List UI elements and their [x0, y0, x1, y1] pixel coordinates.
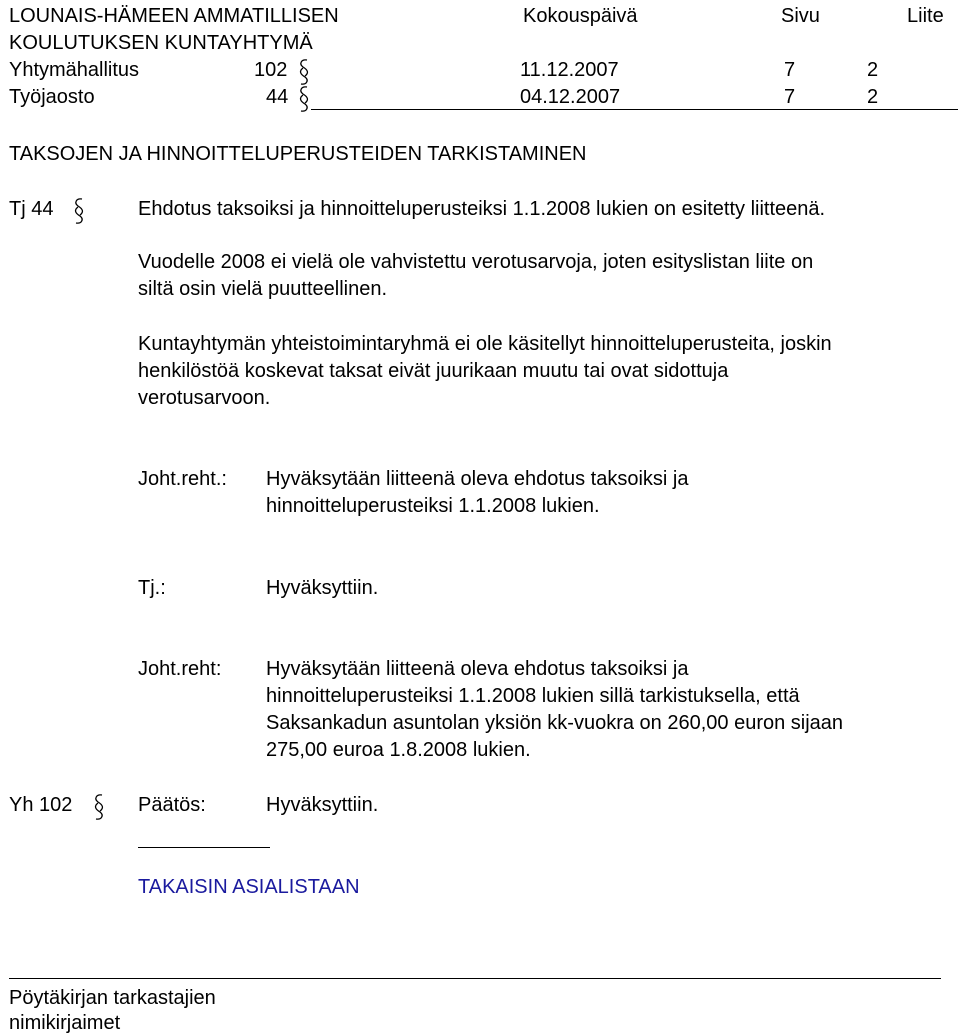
header-rule	[311, 109, 958, 110]
yh-proposal-line-4: 275,00 euroa 1.8.2008 lukien.	[266, 739, 531, 761]
section-sign-icon	[92, 793, 106, 821]
yh-proposal-line-1: Hyväksytään liitteenä oleva ehdotus taksoiksi ja	[266, 658, 689, 680]
tj-paragraph-1-line-1: Ehdotus taksoiksi ja hinnoitteluperusteiksi 1.1.2008 lukien on esitetty liitteenä.	[138, 198, 826, 220]
header-section-number: 44	[266, 86, 289, 108]
yh-proposal-line-3: Saksankadun asuntolan yksiön kk-vuokra on 260,00 euron sijaan	[266, 712, 844, 734]
header-attachment: 2	[867, 86, 879, 108]
org-name-line1: LOUNAIS-HÄMEEN AMMATILLISEN	[9, 5, 339, 27]
tj-paragraph-3-line-2: henkilöstöä koskevat taksat eivät juurikaan muutu tai ovat sidottuja	[138, 360, 729, 382]
tj-decision-text: Hyväksyttiin.	[266, 577, 379, 599]
yh-decision-label: Päätös:	[138, 794, 206, 816]
col-header-attachment: Liite	[907, 5, 944, 27]
tj-decision-label: Tj.:	[138, 577, 166, 599]
document-title: TAKSOJEN JA HINNOITTELUPERUSTEIDEN TARKISTAMINEN	[9, 143, 587, 165]
footer-line-2: nimikirjaimet	[9, 1012, 121, 1034]
tj-paragraph-3-line-1: Kuntayhtymän yhteistoimintaryhmä ei ole käsitellyt hinnoitteluperusteita, joskin	[138, 333, 832, 355]
col-header-page: Sivu	[781, 5, 820, 27]
yh-proposal-label: Joht.reht:	[138, 658, 222, 680]
header-body-name: Yhtymähallitus	[9, 59, 140, 81]
org-name-line2: KOULUTUKSEN KUNTAYHTYMÄ	[9, 32, 313, 54]
signature-rule	[138, 847, 270, 848]
yh-proposal-line-2: hinnoitteluperusteiksi 1.1.2008 lukien sillä tarkistuksella, että	[266, 685, 800, 707]
footer-line-1: Pöytäkirjan tarkastajien	[9, 987, 216, 1009]
section-sign-icon	[297, 85, 311, 113]
back-to-agenda-link[interactable]: TAKAISIN ASIALISTAAN	[138, 876, 360, 898]
section-sign-icon	[72, 197, 86, 225]
yh-decision-text: Hyväksyttiin.	[266, 794, 379, 816]
tj-paragraph-2-line-1: Vuodelle 2008 ei vielä ole vahvistettu verotusarvoja, joten esityslistan liite on	[138, 251, 814, 273]
footer-rule	[9, 978, 941, 979]
tj-proposal-line-1: Hyväksytään liitteenä oleva ehdotus taksoiksi ja	[266, 468, 689, 490]
tj-proposal-line-2: hinnoitteluperusteiksi 1.1.2008 lukien.	[266, 495, 600, 517]
header-page: 7	[784, 86, 796, 108]
header-section-number: 102	[254, 59, 288, 81]
tj-paragraph-3-line-3: verotusarvoon.	[138, 387, 271, 409]
header-body-name: Työjaosto	[9, 86, 95, 108]
header-date: 04.12.2007	[520, 86, 621, 108]
tj-proposal-label: Joht.reht.:	[138, 468, 227, 490]
header-attachment: 2	[867, 59, 879, 81]
section-sign-icon	[297, 58, 311, 86]
yh-section-label: Yh 102	[9, 794, 73, 816]
col-header-date: Kokouspäivä	[523, 5, 638, 27]
tj-paragraph-2-line-2: siltä osin vielä puutteellinen.	[138, 278, 388, 300]
tj-section-label: Tj 44	[9, 198, 54, 220]
header-page: 7	[784, 59, 796, 81]
header-date: 11.12.2007	[520, 59, 619, 81]
